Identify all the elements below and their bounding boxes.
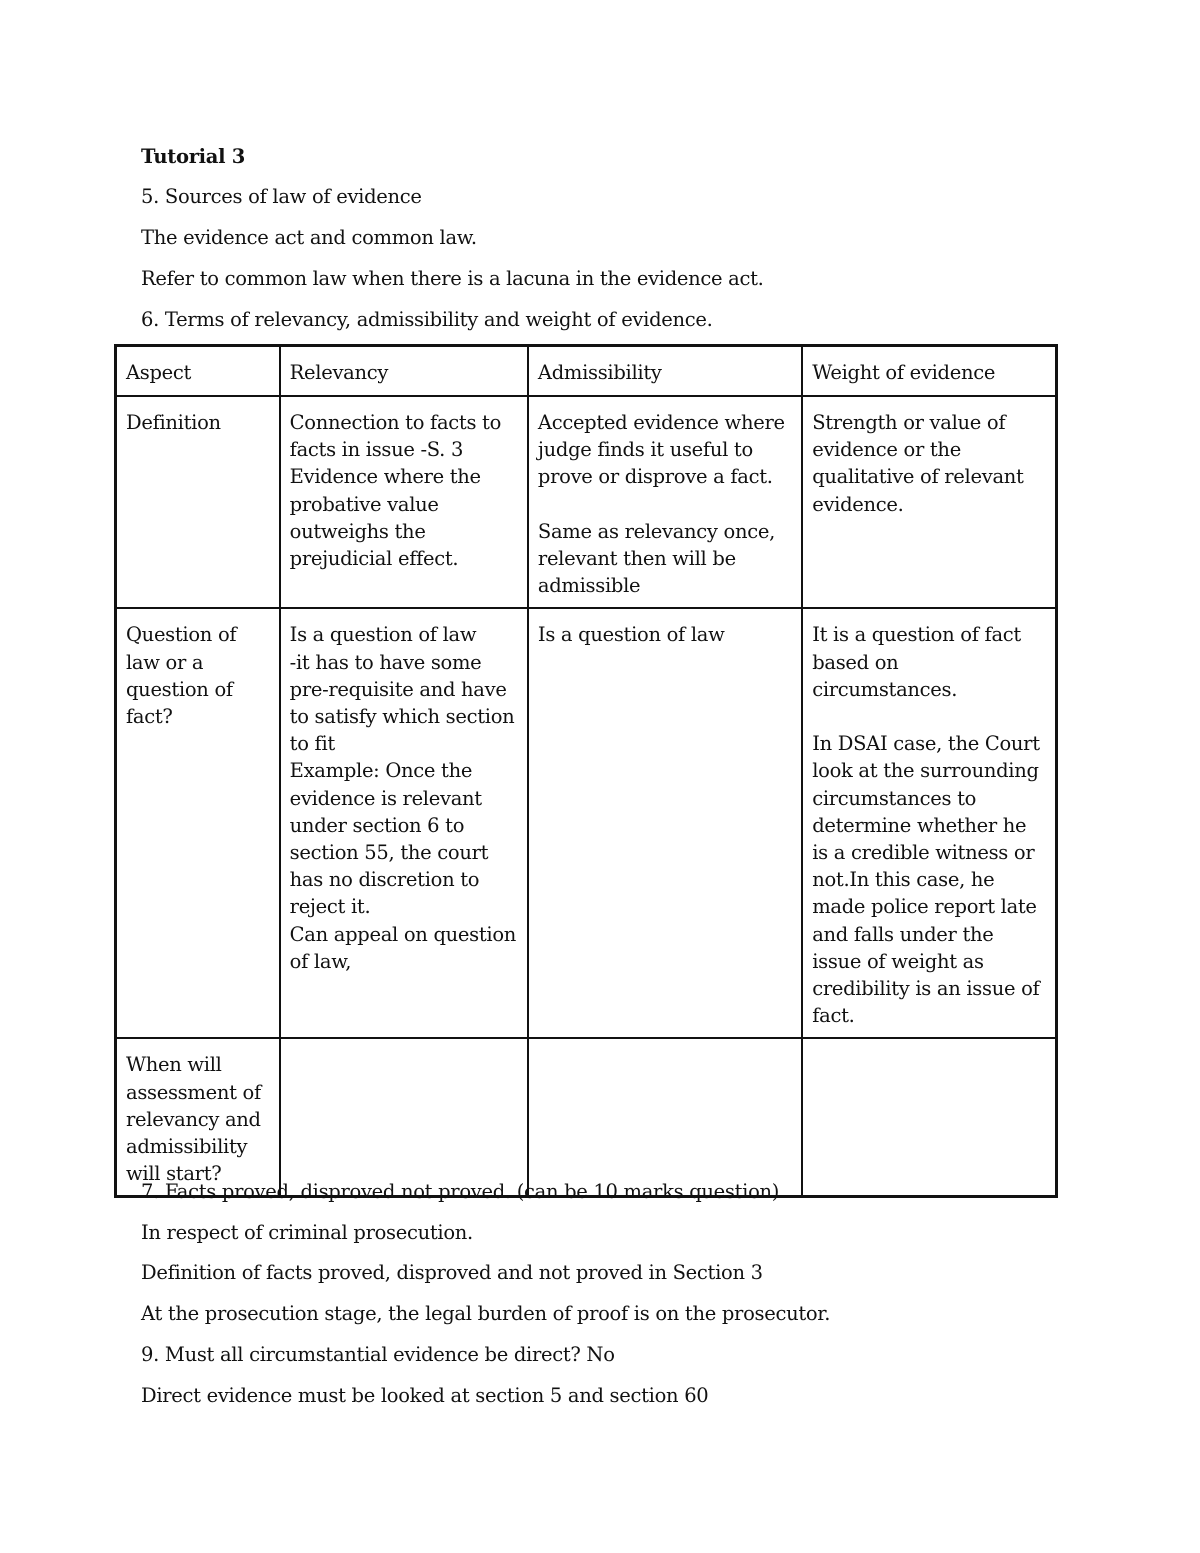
cell-aspect: When will assessment of relevancy and admissibility will start? xyxy=(116,1038,280,1197)
cell-admissibility: Is a question of law xyxy=(528,608,802,1038)
cell-admissibility: Accepted evidence where judge finds it useful to prove or disprove a fact. Same as relevancy once, relevant then will be admissible xyxy=(528,396,802,608)
header-cell-admissibility: Admissibility xyxy=(528,346,802,397)
cell-relevancy xyxy=(280,1038,528,1197)
document-title: Tutorial 3 xyxy=(141,145,245,168)
cell-aspect: Question of law or a question of fact? xyxy=(116,608,280,1038)
table-row xyxy=(116,396,1057,608)
cell-relevancy: Is a question of law -it has to have some pre-requisite and have to satisfy which section to fit Example: Once the evidence is relevant under section 6 to section 55, the court has no discretion to reject it. Can appeal on question of law, xyxy=(280,608,528,1038)
paragraph-common-law-note: Refer to common law when there is a lacuna in the evidence act. xyxy=(141,267,764,290)
table-header-row xyxy=(116,346,1057,397)
table-row xyxy=(116,608,1057,1038)
header-cell-aspect: Aspect xyxy=(116,346,280,397)
paragraph-sources-heading: 5. Sources of law of evidence xyxy=(141,185,422,208)
cell-admissibility xyxy=(528,1038,802,1197)
header-cell-weight: Weight of evidence xyxy=(802,346,1056,397)
header-cell-relevancy: Relevancy xyxy=(280,346,528,397)
cell-weight: It is a question of fact based on circumstances. In DSAI case, the Court look at the surrounding circumstances to determine whether he is a credible witness or not.In this case, he made police report late and falls under the issue of weight as credibility is an issue of fact. xyxy=(802,608,1056,1038)
paragraph-criminal-prosecution: In respect of criminal prosecution. xyxy=(141,1221,473,1244)
cell-relevancy: Connection to facts to facts in issue -S. 3 Evidence where the probative value outweighs the prejudicial effect. xyxy=(280,396,528,608)
paragraph-section-3-definition: Definition of facts proved, disproved and not proved in Section 3 xyxy=(141,1261,763,1284)
cell-aspect: Definition xyxy=(116,396,280,608)
paragraph-burden-of-proof: At the prosecution stage, the legal burden of proof is on the prosecutor. xyxy=(141,1302,831,1325)
cell-weight: Strength or value of evidence or the qualitative of relevant evidence. xyxy=(802,396,1056,608)
paragraph-sources-answer: The evidence act and common law. xyxy=(141,226,477,249)
paragraph-facts-proved-heading: 7. Facts proved, disproved not proved. (can be 10 marks question) xyxy=(141,1180,780,1203)
evidence-terms-table xyxy=(114,344,1058,1198)
paragraph-circumstantial-question: 9. Must all circumstantial evidence be direct? No xyxy=(141,1343,615,1366)
table-row xyxy=(116,1038,1057,1197)
paragraph-direct-evidence: Direct evidence must be looked at section 5 and section 60 xyxy=(141,1384,709,1407)
cell-weight xyxy=(802,1038,1056,1197)
paragraph-terms-heading: 6. Terms of relevancy, admissibility and weight of evidence. xyxy=(141,308,713,331)
